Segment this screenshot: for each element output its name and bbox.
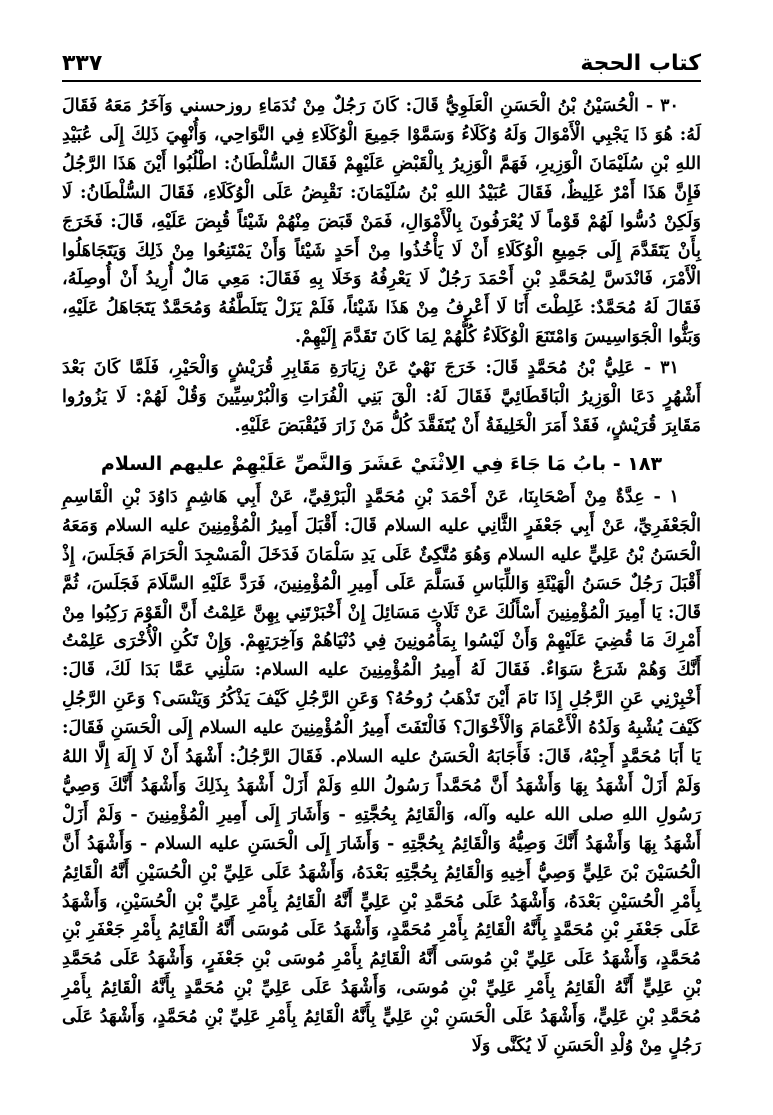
page-header [62, 36, 701, 82]
paragraph-text: ٣١ - عَلِيُّ بْنُ مُحَمَّدٍ قَالَ: خَرَجَ نَهْيٌ عَنْ زِيَارَةِ مَقَابِرِ قُرَيْشٍ وَالْحَيْرِ، فَلَمَّا كَانَ بَعْدَ أَشْهُرٍ دَعَا الْوَزِيرُ الْبَاقَطَائِيَّ فَقَالَ لَهُ: الْقَ بَنِي الْفُرَاتِ وَالْبُرْسِيِّينَ وَقُلْ لَهُمْ: لَا يَزُورُوا مَقَابِرَ قُرَيْشٍ، فَقَدْ أَمَرَ الْخَلِيفَةُ أَنْ يُتَفَقَّدَ كُلُّ مَنْ زَارَ فَيُقْبَضَ عَلَيْهِ. [62, 357, 701, 436]
running-title: كتاب الحجة [580, 51, 701, 76]
hadith-31 [62, 354, 701, 441]
paragraph-text: ٣٠ - الْحُسَيْنُ بْنُ الْحَسَنِ الْعَلَوِيُّ قَالَ: كَانَ رَجُلٌ مِنْ نُدَمَاءِ روزحسني وَآخَرُ مَعَهُ فَقَالَ لَهُ: هُوَ ذَا يَجْبِي الْأَمْوَالَ وَلَهُ وُكَلَاءُ وَسَمَّوْا جَمِيعَ الْوُكَلَاءِ فِي النَّوَاحِي، وَأُنْهِيَ ذَلِكَ إِلَى عُبَيْدِ اللهِ بْنِ سُلَيْمَانَ الْوَزِيرِ، فَهَمَّ الْوَزِيرُ بِالْقَبْضِ عَلَيْهِمْ فَقَالَ السُّلْطَانُ: اطْلُبُوا أَيْنَ هَذَا الرَّجُلُ فَإِنَّ هَذَا أَمْرٌ غَلِيظٌ، فَقَالَ عُبَيْدُ اللهِ بْنُ سُلَيْمَانَ: نَقْبِضُ عَلَى الْوُكَلَاءِ، فَقَالَ السُّلْطَانُ: لَا وَلَكِنْ دُسُّوا لَهُمْ قَوْماً لَا يُعْرَفُونَ بِالْأَمْوَالِ، فَمَنْ قَبَضَ مِنْهُمْ شَيْئاً قُبِضَ عَلَيْهِ، قَالَ: فَخَرَجَ بِأَنْ يَتَقَدَّمَ إِلَى جَمِيعِ الْوُكَلَاءِ أَنْ لَا يَأْخُذُوا مِنْ أَحَدٍ شَيْئاً وَأَنْ يَمْتَنِعُوا مِنْ ذَلِكَ وَيَتَجَاهَلُوا الْأَمْرَ، فَانْدَسَّ لِمُحَمَّدِ بْنِ أَحْمَدَ رَجُلٌ لَا يَعْرِفُهُ وَخَلَا بِهِ فَقَالَ: مَعِي مَالٌ أُرِيدُ أَنْ أُوصِلَهُ، فَقَالَ لَهُ مُحَمَّدٌ: غَلِطْتَ أَنَا لَا أَعْرِفُ مِنْ هَذَا شَيْئاً، فَلَمْ يَزَلْ يَتَلَطَّفُهُ وَمُحَمَّدٌ يَتَجَاهَلُ عَلَيْهِ، وَبَثُّوا الْجَوَاسِيسَ وَامْتَنَعَ الْوُكَلَاءُ كُلُّهُمْ لِمَا كَانَ تَقَدَّمَ إِلَيْهِمْ. [62, 95, 701, 348]
hadith-30 [62, 92, 701, 352]
page-number: ٣٣٧ [62, 51, 103, 76]
paragraph-text: ١ - عِدَّةٌ مِنْ أَصْحَابِنَا، عَنْ أَحْمَدَ بْنِ مُحَمَّدٍ الْبَرْقِيِّ، عَنْ أَبِي هَاشِمٍ دَاوُدَ بْنِ الْقَاسِمِ الْجَعْفَرِيِّ، عَنْ أَبِي جَعْفَرٍ الثَّانِي عليه السلام قَالَ: أَقْبَلَ أَمِيرُ الْمُؤْمِنِينَ عليه السلام وَمَعَهُ الْحَسَنُ بْنُ عَلِيٍّ عليه السلام وَهُوَ مُتَّكِئٌ عَلَى يَدِ سَلْمَانَ فَدَخَلَ الْمَسْجِدَ الْحَرَامَ فَجَلَسَ، إِذْ أَقْبَلَ رَجُلٌ حَسَنُ الْهَيْئَةِ وَاللِّبَاسِ فَسَلَّمَ عَلَى أَمِيرِ الْمُؤْمِنِينَ، فَرَدَّ عَلَيْهِ السَّلَامَ فَجَلَسَ، ثُمَّ قَالَ: يَا أَمِيرَ الْمُؤْمِنِينَ أَسْأَلُكَ عَنْ ثَلَاثِ مَسَائِلَ إِنْ أَخْبَرْتَنِي بِهِنَّ عَلِمْتُ أَنَّ الْقَوْمَ رَكِبُوا مِنْ أَمْرِكَ مَا قُضِيَ عَلَيْهِمْ وَأَنْ لَيْسُوا بِمَأْمُونِينَ فِي دُنْيَاهُمْ وَآخِرَتِهِمْ. وَإِنْ تَكُنِ الْأُخْرَى عَلِمْتُ أَنَّكَ وَهُمْ شَرَعٌ سَوَاءٌ. فَقَالَ لَهُ أَمِيرُ الْمُؤْمِنِينَ عليه السلام: سَلْنِي عَمَّا بَدَا لَكَ، قَالَ: أَخْبِرْنِي عَنِ الرَّجُلِ إِذَا نَامَ أَيْنَ تَذْهَبُ رُوحُهُ؟ وَعَنِ الرَّجُلِ كَيْفَ يَذْكُرُ وَيَنْسَى؟ وَعَنِ الرَّجُلِ كَيْفَ يُشْبِهُ وَلَدُهُ الْأَعْمَامَ وَالْأَخْوَالَ؟ فَالْتَفَتَ أَمِيرُ الْمُؤْمِنِينَ عليه السلام إِلَى الْحَسَنِ فَقَالَ: يَا أَبَا مُحَمَّدٍ أَجِبْهُ، قَالَ: فَأَجَابَهُ الْحَسَنُ عليه السلام. فَقَالَ الرَّجُلُ: أَشْهَدُ أَنْ لَا إِلَهَ إِلَّا اللهُ وَلَمْ أَزَلْ أَشْهَدُ بِهَا وَأَشْهَدُ أَنَّ مُحَمَّداً رَسُولُ اللهِ وَلَمْ أَزَلْ أَشْهَدُ بِذَلِكَ وَأَشْهَدُ أَنَّكَ وَصِيُّ رَسُولِ اللهِ صلى الله عليه وآله، وَالْقَائِمُ بِحُجَّتِهِ - وَأَشَارَ إِلَى أَمِيرِ الْمُؤْمِنِينَ - وَلَمْ أَزَلْ أَشْهَدُ بِهَا وَأَشْهَدُ أَنَّكَ وَصِيُّهُ وَالْقَائِمُ بِحُجَّتِهِ - وَأَشَارَ إِلَى الْحَسَنِ عليه السلام - وَأَشْهَدُ أَنَّ الْحُسَيْنَ بْنَ عَلِيٍّ وَصِيُّ أَخِيهِ وَالْقَائِمُ بِحُجَّتِهِ بَعْدَهُ، وَأَشْهَدُ عَلَى عَلِيِّ بْنِ الْحُسَيْنِ أَنَّهُ الْقَائِمُ بِأَمْرِ الْحُسَيْنِ بَعْدَهُ، وَأَشْهَدُ عَلَى مُحَمَّدِ بْنِ عَلِيٍّ أَنَّهُ الْقَائِمُ بِأَمْرِ عَلِيِّ بْنِ الْحُسَيْنِ، وَأَشْهَدُ عَلَى جَعْفَرِ بْنِ مُحَمَّدٍ بِأَنَّهُ الْقَائِمُ بِأَمْرِ مُحَمَّدٍ، وَأَشْهَدُ عَلَى مُوسَى أَنَّهُ الْقَائِمُ بِأَمْرِ جَعْفَرِ بْنِ مُحَمَّدٍ، وَأَشْهَدُ عَلَى عَلِيِّ بْنِ مُوسَى أَنَّهُ الْقَائِمُ بِأَمْرِ مُوسَى بْنِ جَعْفَرٍ، وَأَشْهَدُ عَلَى مُحَمَّدِ بْنِ عَلِيٍّ أَنَّهُ الْقَائِمُ بِأَمْرِ عَلِيِّ بْنِ مُوسَى، وَأَشْهَدُ عَلَى عَلِيِّ بْنِ مُحَمَّدٍ بِأَنَّهُ الْقَائِمُ بِأَمْرِ مُحَمَّدِ بْنِ عَلِيٍّ، وَأَشْهَدُ عَلَى الْحَسَنِ بْنِ عَلِيٍّ بِأَنَّهُ الْقَائِمُ بِأَمْرِ عَلِيِّ بْنِ مُحَمَّدٍ، وَأَشْهَدُ عَلَى رَجُلٍ مِنْ وُلْدِ الْحَسَنِ لَا يُكَنَّى وَلَا [62, 485, 701, 1057]
hadith-1 [62, 483, 701, 1061]
chapter-heading: ١٨٣ - بابُ مَا جَاءَ فِي الِاثْنَيْ عَشَرَ وَالنَّصِّ عَلَيْهِمْ عليهم السلام [100, 452, 663, 475]
